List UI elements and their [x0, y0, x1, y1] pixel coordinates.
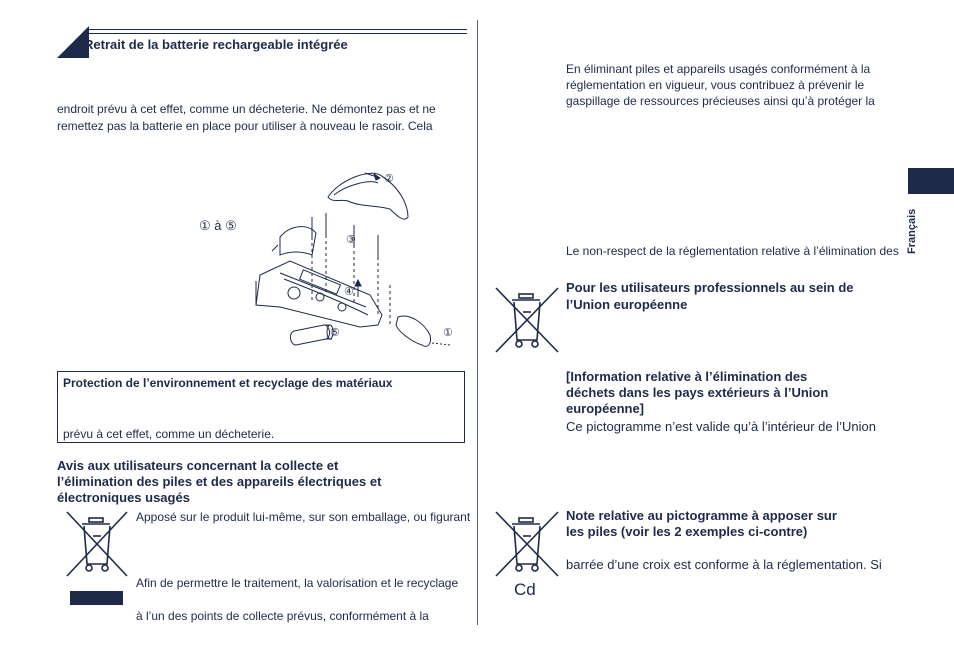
- paragraph-line: En éliminant piles et appareils usagés conformément à la: [566, 62, 871, 76]
- notice-title-line: électroniques usagés: [57, 490, 190, 505]
- outside-eu-title-line: déchets dans les pays extérieurs à l’Union: [566, 385, 829, 400]
- outside-eu-title-line: européenne]: [566, 401, 645, 416]
- language-tab: [908, 168, 954, 194]
- penalty-line: Le non-respect de la réglementation relative à l’élimination des: [566, 244, 899, 258]
- cd-symbol-label: Cd: [514, 580, 536, 599]
- top-cover-part: [328, 173, 408, 219]
- callout-4: ④: [344, 286, 354, 298]
- callout-1: ①: [443, 327, 453, 339]
- callout-3: ③: [346, 234, 356, 246]
- crossed-bin-icon: [65, 510, 129, 578]
- outside-eu-title-line: [Information relative à l’élimination des: [566, 369, 808, 384]
- notice-text-line: Afin de permettre le traitement, la valorisation et le recyclage: [136, 576, 459, 590]
- section-title: Retrait de la batterie rechargeable intégrée: [84, 37, 348, 52]
- paragraph-line: remettez pas la batterie en place pour utiliser à nouveau le rasoir. Cela: [57, 119, 433, 133]
- paragraph-line: réglementation en vigueur, vous contribuez à prévenir le: [566, 78, 865, 92]
- column-divider: [477, 20, 478, 625]
- pro-users-title-line: Pour les utilisateurs professionnels au sein de: [566, 280, 854, 295]
- shaver-disassembly-illustration: [250, 165, 465, 360]
- battery-note-title-line: les piles (voir les 2 exemples ci-contre): [566, 524, 808, 539]
- outside-eu-text: Ce pictogramme n’est valide qu’à l’intérieur de l’Union: [566, 419, 876, 434]
- shaver-body-part: [256, 261, 382, 327]
- rear-cap-part: [396, 316, 431, 346]
- battery-part: [290, 325, 329, 345]
- environment-box-title: Protection de l’environnement et recyclage des matériaux: [63, 376, 393, 390]
- notice-text-line: à l’un des points de collecte prévus, conformément à la: [136, 609, 429, 623]
- notice-title-line: Avis aux utilisateurs concernant la collecte et: [57, 458, 339, 473]
- callout-5: ⑤: [330, 327, 340, 339]
- notice-title-line: l’élimination des piles et des appareils électriques et: [57, 474, 382, 489]
- header-rule: [89, 33, 467, 34]
- language-label: Français: [906, 208, 918, 254]
- paragraph-line: endroit prévu à cet effet, comme un décheterie. Ne démontez pas et ne: [57, 102, 436, 116]
- callout-2: ②: [384, 173, 394, 185]
- paragraph-line: gaspillage de ressources précieuses ainsi qu’à protéger la: [566, 94, 875, 108]
- marking-bar: [70, 591, 123, 605]
- notice-text-line: Apposé sur le produit lui-même, sur son emballage, ou figurant: [136, 510, 471, 524]
- header-rule: [89, 29, 467, 30]
- crossed-bin-icon: [494, 286, 560, 354]
- battery-note-text: barrée d’une croix est conforme à la réglementation. Si: [566, 557, 882, 572]
- pro-users-title-line: l’Union européenne: [566, 297, 688, 312]
- environment-box-text: prévu à cet effet, comme un décheterie.: [63, 427, 275, 441]
- battery-note-title-line: Note relative au pictogramme à apposer sur: [566, 508, 837, 523]
- crossed-bin-cd-icon: [494, 510, 560, 600]
- steps-range: ① à ⑤: [199, 218, 237, 233]
- shaver-head-part: [280, 227, 316, 255]
